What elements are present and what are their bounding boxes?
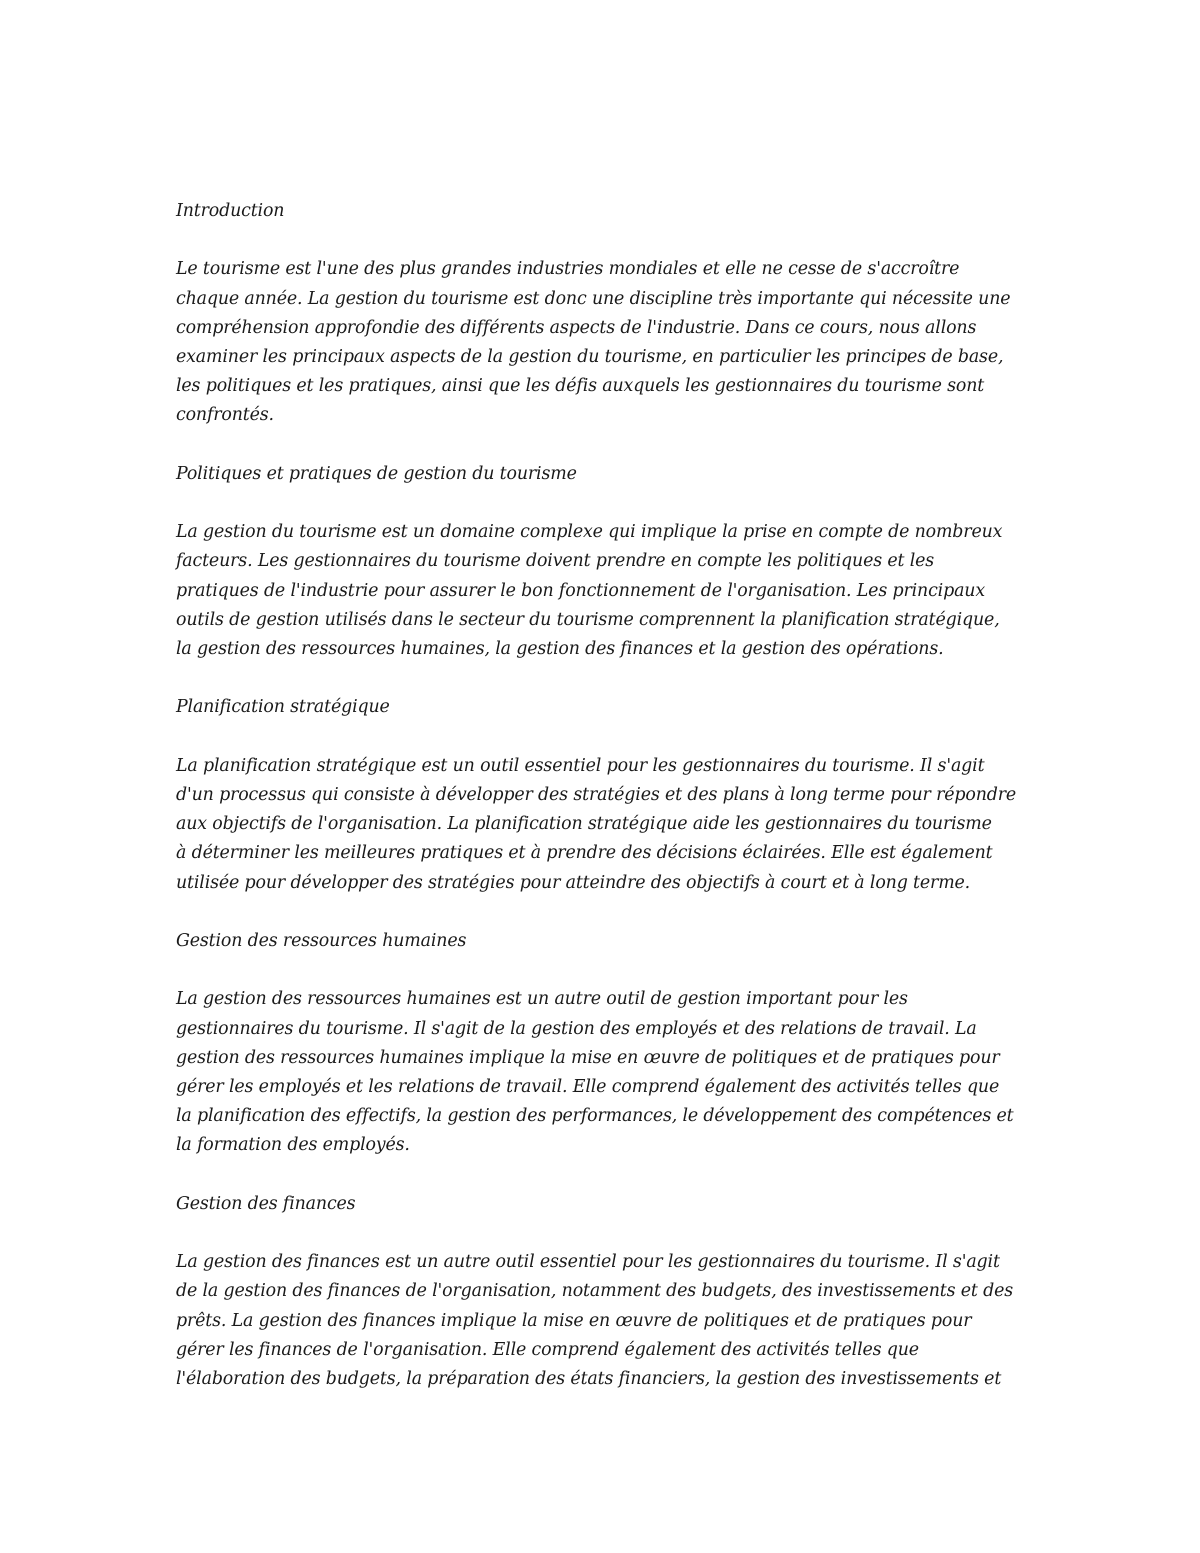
text-line: utilisée pour développer des stratégies pour atteindre des objectifs à court et à long terme. (176, 872, 971, 893)
text-line: La planification stratégique est un outil essentiel pour les gestionnaires du tourisme. Il s'agit (176, 755, 985, 776)
text-line: examiner les principaux aspects de la gestion du tourisme, en particulier les principes de base, (176, 347, 1004, 367)
text-line: la gestion des ressources humaines, la gestion des finances et la gestion des opérations. (176, 639, 944, 659)
text-line: de la gestion des finances de l'organisation, notamment des budgets, des investissements et des (176, 1281, 1014, 1302)
section-heading-planification: Planification stratégique (176, 697, 390, 718)
paragraph-politiques (176, 518, 1036, 664)
text-line: la formation des employés. (176, 1135, 410, 1156)
text-line: facteurs. Les gestionnaires du tourisme doivent prendre en compte les politiques et les (176, 551, 935, 572)
text-line: pratiques de l'industrie pour assurer le bon fonctionnement de l'organisation. Les principaux (176, 580, 985, 601)
section-heading-politiques: Politiques et pratiques de gestion du tourisme (176, 463, 577, 484)
text-line: gestion des ressources humaines implique la mise en œuvre de politiques et de pratiques pour (176, 1047, 1000, 1068)
text-line: La gestion des ressources humaines est un autre outil de gestion important pour les (176, 989, 908, 1010)
text-line: l'élaboration des budgets, la préparation des états financiers, la gestion des investissements et (176, 1368, 1002, 1389)
paragraph-finances (176, 1248, 1036, 1394)
section-heading-introduction: Introduction (176, 201, 285, 221)
paragraph-planification (176, 752, 1036, 898)
paragraph-introduction (176, 255, 1036, 430)
text-line: chaque année. La gestion du tourisme est donc une discipline très importante qui nécessite une (176, 288, 1011, 309)
text-line: d'un processus qui consiste à développer des stratégies et des plans à long terme pour répondre (176, 784, 1017, 805)
text-line: les politiques et les pratiques, ainsi que les défis auxquels les gestionnaires du tourisme sont (176, 376, 985, 397)
section-heading-ressources-humaines: Gestion des ressources humaines (176, 930, 467, 951)
text-line: gérer les finances de l'organisation. Elle comprend également des activités telles que (176, 1339, 919, 1360)
text-line: outils de gestion utilisés dans le secteur du tourisme comprennent la planification stratégique, (176, 609, 1000, 630)
paragraph-ressources-humaines (176, 985, 1036, 1160)
text-line: Le tourisme est l'une des plus grandes industries mondiales et elle ne cesse de s'accroître (176, 259, 960, 280)
text-line: La gestion du tourisme est un domaine complexe qui implique la prise en compte de nombreux (176, 522, 1003, 543)
text-line: à déterminer les meilleures pratiques et à prendre des décisions éclairées. Elle est également (176, 843, 993, 864)
text-line: la planification des effectifs, la gestion des performances, le développement des compétences et (176, 1106, 1014, 1127)
text-line: gestionnaires du tourisme. Il s'agit de la gestion des employés et des relations de travail. La (176, 1018, 977, 1039)
text-line: compréhension approfondie des différents aspects de l'industrie. Dans ce cours, nous allons (176, 317, 977, 338)
text-line: aux objectifs de l'organisation. La planification stratégique aide les gestionnaires du tourisme (176, 814, 992, 835)
text-line: gérer les employés et les relations de travail. Elle comprend également des activités telles que (176, 1076, 1000, 1097)
document-body (176, 197, 1036, 1423)
section-heading-finances: Gestion des finances (176, 1193, 356, 1214)
text-line: prêts. La gestion des finances implique la mise en œuvre de politiques et de pratiques pour (176, 1310, 972, 1331)
text-line: La gestion des finances est un autre outil essentiel pour les gestionnaires du tourisme. Il s'agit (176, 1252, 1000, 1273)
text-line: confrontés. (176, 405, 274, 426)
